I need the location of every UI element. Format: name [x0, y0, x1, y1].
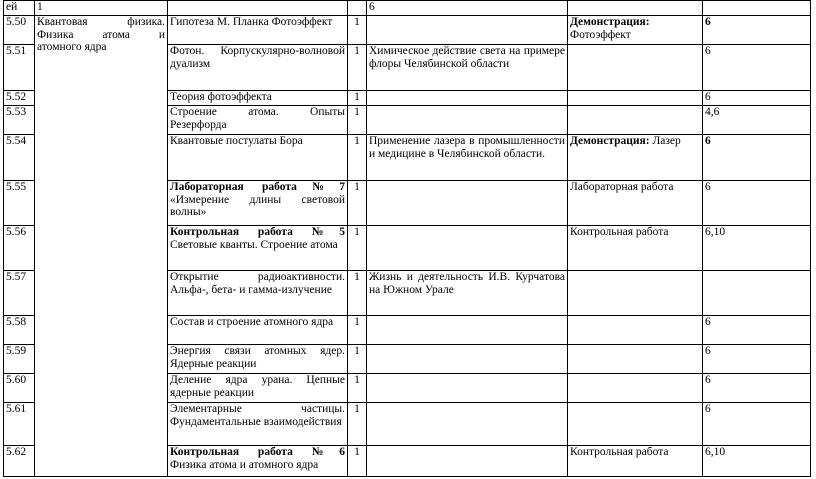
- lesson-topic: Квантовые постулаты Бора: [170, 135, 303, 147]
- regional-component-cell: [367, 16, 568, 45]
- lesson-number-cell: [4, 106, 35, 135]
- standard-cell: [703, 403, 811, 446]
- lesson-hours-cell: [348, 345, 367, 374]
- lesson-topic: Состав и строение атомного ядра: [170, 316, 334, 328]
- demonstration-value: Фотоэффект: [570, 28, 631, 41]
- lesson-topic-cell: [168, 446, 348, 477]
- lesson-topic-heading: Контрольная работа №5: [170, 226, 345, 238]
- standard-cell: [703, 91, 811, 106]
- regional-component-cell: [367, 45, 568, 91]
- lesson-hours-cell: [348, 135, 367, 181]
- lesson-topic: Гипотеза М. Планка Фотоэффект: [170, 16, 333, 28]
- lesson-number: 5.62: [6, 446, 27, 458]
- standard-cell: [703, 226, 811, 271]
- lesson-hours-cell: [348, 271, 367, 316]
- lesson-hours: 1: [354, 106, 360, 118]
- lesson-topic: Энергия связи атомных ядер. Ядерные реакции: [170, 345, 345, 370]
- standard-cell: [703, 271, 811, 316]
- lesson-number: 5.51: [6, 45, 27, 57]
- lesson-number: 5.53: [6, 106, 27, 118]
- lesson-hours: 1: [354, 16, 360, 28]
- lesson-topic: Строение атома. Опыты Резерфорда: [170, 106, 345, 131]
- standard-value: 6: [705, 16, 711, 28]
- regional-component: Применение лазера в промышленности и медицине в Челябинской области.: [369, 135, 565, 160]
- lesson-number-cell: [4, 271, 35, 316]
- lesson-hours-cell: [348, 16, 367, 45]
- demonstration-value: Лазер: [652, 135, 681, 147]
- section-title-cell: [35, 16, 168, 477]
- lesson-hours: 1: [354, 226, 360, 238]
- lesson-number-cell: [4, 226, 35, 271]
- lesson-number: 5.56: [6, 226, 27, 238]
- lesson-number: 5.52: [6, 91, 27, 103]
- standard-cell: [703, 16, 811, 45]
- lesson-number-cell: [4, 316, 35, 345]
- lesson-number: 5.58: [6, 316, 27, 328]
- lesson-plan-table: [3, 0, 811, 477]
- demonstration-cell: [568, 316, 703, 345]
- header-cell-standard: [703, 1, 811, 16]
- lesson-hours: 1: [354, 446, 360, 458]
- standard-value: 6,10: [705, 226, 726, 238]
- demonstration-value: Контрольная работа: [570, 446, 669, 458]
- section-title-line: Квантовая физика.: [37, 16, 165, 28]
- lesson-hours: 1: [354, 374, 360, 386]
- lesson-number: 5.55: [6, 181, 27, 193]
- lesson-topic-cell: [168, 271, 348, 316]
- lesson-number-cell: [4, 374, 35, 403]
- lesson-topic-cell: [168, 374, 348, 403]
- demonstration-cell: [568, 16, 703, 45]
- lesson-topic: «Измерение длины световой волны»: [170, 193, 345, 218]
- lesson-hours: 1: [354, 316, 360, 328]
- standard-value: 6: [705, 345, 711, 357]
- lesson-topic: Световые кванты. Строение атома: [170, 238, 338, 251]
- demonstration-cell: [568, 106, 703, 135]
- regional-component-cell: [367, 226, 568, 271]
- lesson-topic-cell: [168, 181, 348, 226]
- lesson-topic-cell: [168, 316, 348, 345]
- demonstration-cell: [568, 181, 703, 226]
- table-row: [4, 16, 811, 45]
- section-title-line: Физика атома и: [37, 28, 165, 41]
- demonstration-cell: [568, 135, 703, 181]
- lesson-topic: Деление ядра урана. Цепные ядерные реакции: [170, 374, 345, 399]
- lesson-hours-cell: [348, 45, 367, 91]
- demonstration-cell: [568, 45, 703, 91]
- standard-value: 6: [705, 45, 711, 57]
- lesson-hours: 1: [354, 91, 360, 103]
- standard-cell: [703, 345, 811, 374]
- regional-component-cell: [367, 316, 568, 345]
- standard-cell: [703, 106, 811, 135]
- lesson-topic-cell: [168, 91, 348, 106]
- demonstration-value: Контрольная работа: [570, 226, 669, 238]
- lesson-hours-cell: [348, 374, 367, 403]
- demonstration-label: Демонстрация:: [570, 135, 650, 147]
- lesson-topic-cell: [168, 45, 348, 91]
- regional-component-cell: [367, 374, 568, 403]
- lesson-hours-cell: [348, 106, 367, 135]
- regional-component-cell: [367, 135, 568, 181]
- lesson-hours-cell: [348, 403, 367, 446]
- standard-value: 6: [705, 135, 711, 147]
- regional-component-cell: [367, 181, 568, 226]
- lesson-topic: Теория фотоэффекта: [170, 91, 272, 103]
- lesson-number-cell: [4, 181, 35, 226]
- lesson-number-cell: [4, 403, 35, 446]
- regional-component-cell: [367, 91, 568, 106]
- regional-component: Химическое действие света на примере флоры Челябинской области: [369, 45, 565, 70]
- lesson-topic: Открытие радиоактивности. Альфа-, бета- и гамма-излучение: [170, 271, 345, 296]
- standard-cell: [703, 135, 811, 181]
- lesson-hours: 1: [354, 135, 360, 147]
- lesson-hours: 1: [354, 181, 360, 193]
- standard-value: 6: [705, 403, 711, 415]
- lesson-hours-cell: [348, 316, 367, 345]
- demonstration-cell: [568, 345, 703, 374]
- demonstration-value: Лабораторная работа: [570, 181, 674, 193]
- lesson-hours: 1: [354, 271, 360, 283]
- lesson-topic-cell: [168, 345, 348, 374]
- lesson-number: 5.50: [6, 16, 27, 28]
- lesson-number-cell: [4, 135, 35, 181]
- regional-component-cell: [367, 106, 568, 135]
- lesson-topic: Фотон. Корпускулярно-волновой дуализм: [170, 45, 345, 70]
- lesson-topic: Физика атома и атомного ядра: [170, 458, 319, 471]
- header-cell-regional: 6: [367, 1, 568, 16]
- lesson-number-cell: [4, 91, 35, 106]
- lesson-hours-cell: [348, 181, 367, 226]
- header-cell-section: 1: [35, 1, 168, 16]
- lesson-hours-cell: [348, 446, 367, 477]
- standard-value: 6: [705, 181, 711, 193]
- lesson-number-cell: [4, 16, 35, 45]
- lesson-topic-cell: [168, 16, 348, 45]
- lesson-number: 5.57: [6, 271, 27, 283]
- standard-value: 6: [705, 316, 711, 328]
- header-row: [4, 1, 811, 16]
- standard-cell: [703, 446, 811, 477]
- lesson-topic-cell: [168, 106, 348, 135]
- regional-component-cell: [367, 403, 568, 446]
- header-cell-demo: [568, 1, 703, 16]
- lesson-topic-heading: Лабораторная работа№7: [170, 181, 345, 193]
- section-title-line: атомного ядра: [37, 41, 107, 53]
- regional-component-cell: [367, 271, 568, 316]
- lesson-topic-cell: [168, 135, 348, 181]
- demonstration-cell: [568, 374, 703, 403]
- standard-cell: [703, 374, 811, 403]
- lesson-number-cell: [4, 446, 35, 477]
- lesson-topic-heading: Контрольная работа №6: [170, 446, 345, 458]
- lesson-number-cell: [4, 345, 35, 374]
- demonstration-label: Демонстрация:: [570, 16, 650, 28]
- header-cell-topic: [168, 1, 348, 16]
- lesson-hours: 1: [354, 45, 360, 57]
- demonstration-cell: [568, 271, 703, 316]
- lesson-number: 5.61: [6, 403, 27, 415]
- standard-cell: [703, 45, 811, 91]
- header-cell-hours: [348, 1, 367, 16]
- lesson-number: 5.54: [6, 135, 27, 147]
- header-cell-number: ей: [4, 1, 35, 16]
- regional-component: Жизнь и деятельность И.В. Курчатова на Южном Урале: [369, 271, 565, 296]
- demonstration-cell: [568, 403, 703, 446]
- standard-value: 6,10: [705, 446, 726, 458]
- standard-value: 4,6: [705, 106, 720, 118]
- regional-component-cell: [367, 345, 568, 374]
- lesson-topic-cell: [168, 403, 348, 446]
- lesson-number-cell: [4, 45, 35, 91]
- lesson-topic: Элементарные частицы. Фундаментальные взаимодействия: [170, 403, 345, 428]
- lesson-hours: 1: [354, 345, 360, 357]
- demonstration-cell: [568, 226, 703, 271]
- lesson-hours-cell: [348, 226, 367, 271]
- lesson-number: 5.59: [6, 345, 27, 357]
- lesson-hours-cell: [348, 91, 367, 106]
- standard-cell: [703, 316, 811, 345]
- standard-value: 6: [705, 374, 711, 386]
- standard-cell: [703, 181, 811, 226]
- demonstration-cell: [568, 446, 703, 477]
- lesson-number: 5.60: [6, 374, 27, 386]
- lesson-hours: 1: [354, 403, 360, 415]
- regional-component-cell: [367, 446, 568, 477]
- standard-value: 6: [705, 91, 711, 103]
- lesson-topic-cell: [168, 226, 348, 271]
- demonstration-cell: [568, 91, 703, 106]
